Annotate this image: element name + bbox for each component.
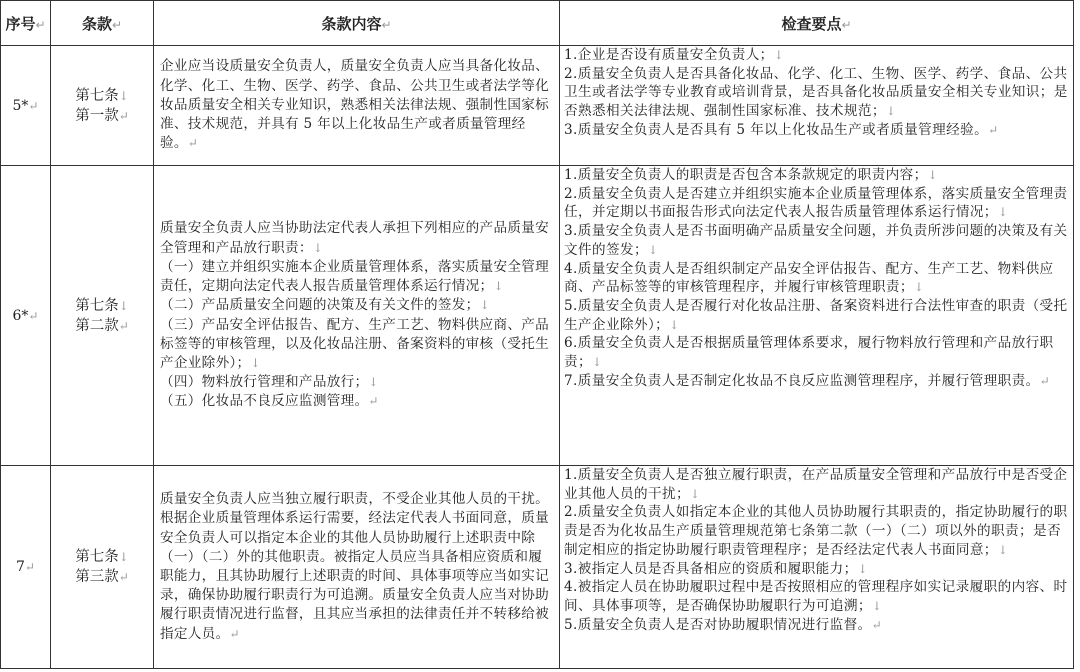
paragraph-mark-icon: ↵ [381, 17, 392, 32]
row-points: 1.企业是否设有质量安全负责人；↓ 2.质量安全负责人是否具备化妆品、化学、化工、生物、医学、药学、食品、公共卫生或者法学等专业教育或培训背景，是否具备化妆品质量安全相关专业知识；是否熟悉相关法律法规、强制性国家标准、技术规范；↓ 3.质量安全负责人是否具有 5 年以上化妆品生产或者质量管理经验。↵ [560, 46, 1074, 166]
paragraph-mark-icon: ↵ [111, 17, 123, 32]
row-points: 1.质量安全负责人是否独立履行职责，在产品质量安全管理和产品放行中是否受企业其他人员的干扰；↓ 2.质量安全负责人如指定本企业的其他人员协助履行其职责的，指定协助履行的职责是否为化妆品生产质量管理规范第七条第二款（一）（二）项以外的职责；是否制定相应的指定协助履行职责管理程序；是否经法定代表人书面同意；↓ 3.被指定人员是否具备相应的资质和履职能力；↓ 4.被指定人员在协助履职过程中是否按照相应的管理程序如实记录履职的内容、时间、具体事项等，是否确保协助履职行为可追溯；↓ 5.质量安全负责人是否对协助履职情况进行监督。↵ [560, 466, 1074, 669]
table-row [1, 166, 1074, 466]
row-number: 5*↵ [1, 46, 51, 166]
header-no: 序号↵ [1, 1, 51, 46]
header-row [1, 1, 1074, 46]
row-number: 6*↵ [1, 166, 51, 466]
header-content: 条款内容↵ [154, 1, 560, 46]
row-number: 7↵ [1, 466, 51, 669]
row-content: 企业应当设质量安全负责人，质量安全负责人应当具备化妆品、化学、化工、生物、医学、药学、食品、公共卫生或者法学等化妆品质量安全相关专业知识，熟悉相关法律法规、强制性国家标准、技术规范，并具有 5 年以上化妆品生产或者质量管理经验。↵ [154, 46, 560, 166]
row-clause: 第七条↓ 第一款↵ [51, 46, 154, 166]
header-clause: 条款↵ [51, 1, 154, 46]
row-clause: 第七条↓ 第三款↵ [51, 466, 154, 669]
row-points: 1.质量安全负责人的职责是否包含本条款规定的职责内容；↓ 2.质量安全负责人是否建立并组织实施本企业质量管理体系，落实质量安全管理责任，并定期以书面报告形式向法定代表人报告质量管理体系运行情况；↓ 3.质量安全负责人是否书面明确产品质量安全问题，并负责所涉问题的决策及有关文件的签发；↓ 4.质量安全负责人是否组织制定产品安全评估报告、配方、生产工艺、物料供应商、产品标签等的审核管理程序，并履行审核管理职责；↓ 5.质量安全负责人是否履行对化妆品注册、备案资料进行合法性审查的职责（受托生产企业除外）；↓ 6.质量安全负责人是否根据质量管理体系要求，履行物料放行管理和产品放行职责；↓ 7.质量安全负责人是否制定化妆品不良反应监测管理程序，并履行管理职责。↵ [560, 166, 1074, 466]
row-content: 质量安全负责人应当独立履行职责，不受企业其他人员的干扰。根据企业质量管理体系运行需要，经法定代表人书面同意，质量安全负责人可以指定本企业的其他人员协助履行上述职责中除（一）（二）外的其他职责。被指定人员应当具备相应资质和履职能力，且其协助履行上述职责的时间、具体事项等应当如实记录，确保协助履行职责行为可追溯。质量安全负责人应当对协助履行职责情况进行监督，且其应当承担的法律责任并不转移给被指定人员。↵ [154, 466, 560, 669]
paragraph-mark-icon: ↵ [841, 17, 852, 32]
row-content: 质量安全负责人应当协助法定代表人承担下列相应的产品质量安全管理和产品放行职责：↓ （一）建立并组织实施本企业质量管理体系，落实质量安全管理责任，定期向法定代表人报告质量管理体系运行情况；↓ （二）产品质量安全问题的决策及有关文件的签发；↓ （三）产品安全评估报告、配方、生产工艺、物料供应商、产品标签等的审核管理，以及化妆品注册、备案资料的审核（受托生产企业除外）；↓ （四）物料放行管理和产品放行；↓ （五）化妆品不良反应监测管理。↵ [154, 166, 560, 466]
paragraph-mark-icon: ↵ [35, 17, 46, 32]
header-points: 检查要点↵ [560, 1, 1074, 46]
table-row [1, 46, 1074, 166]
row-clause: 第七条↓ 第二款↵ [51, 166, 154, 466]
table-row [1, 466, 1074, 669]
